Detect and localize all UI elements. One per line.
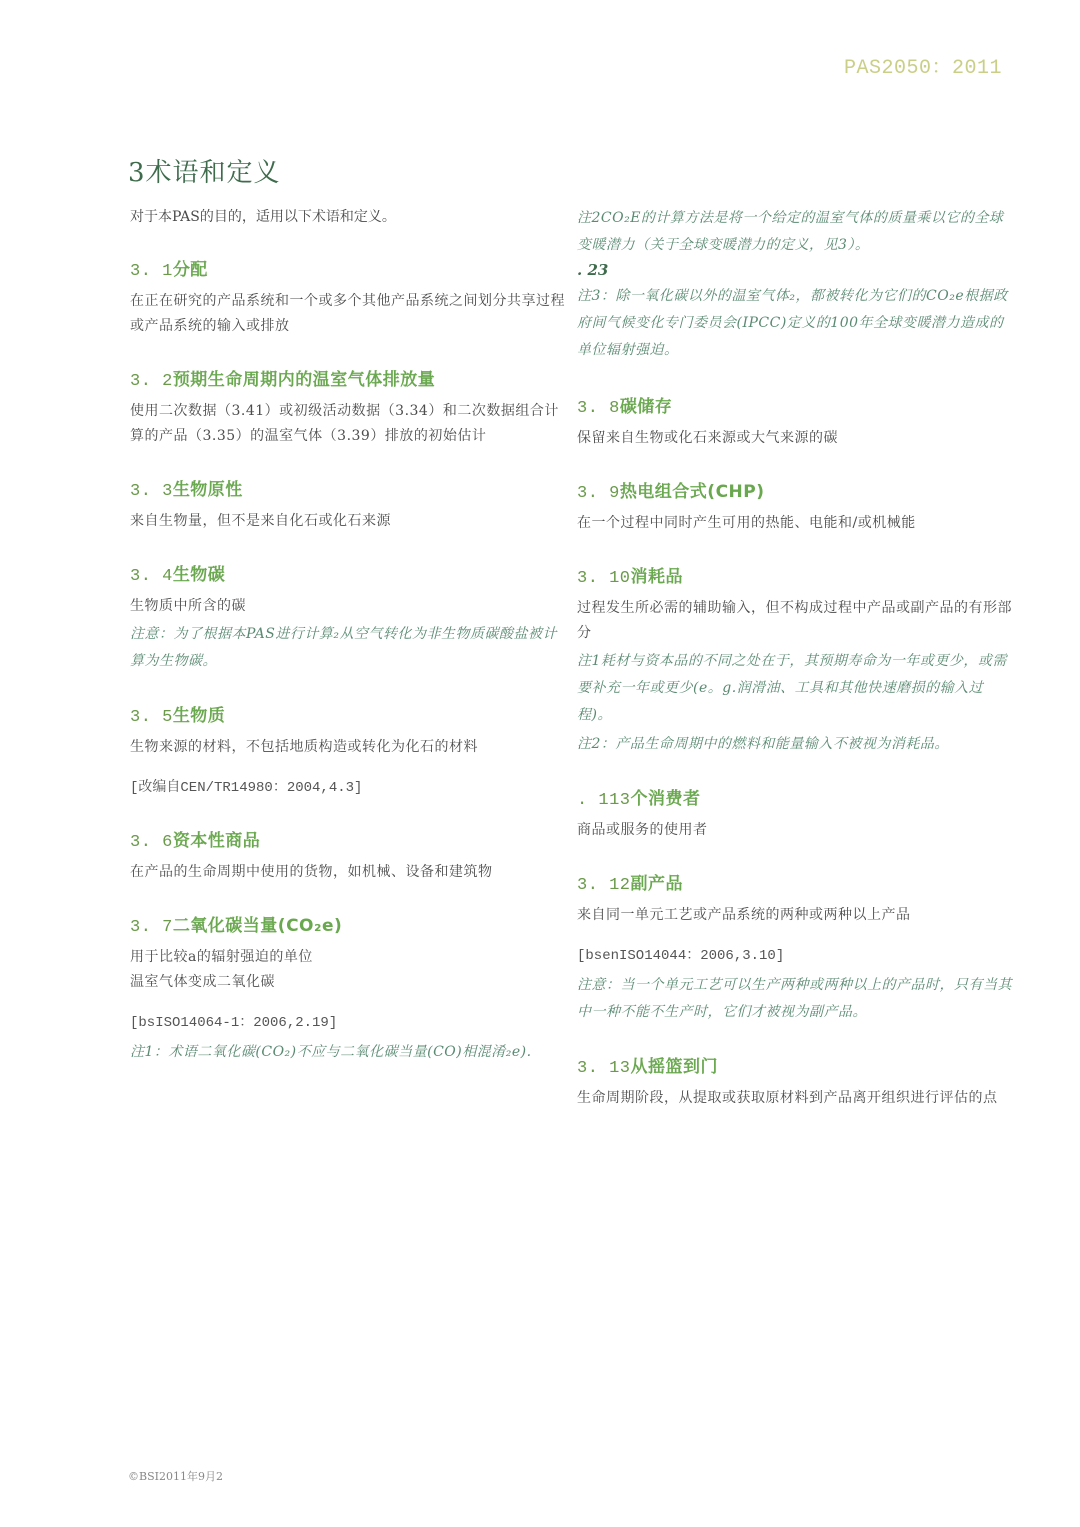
co2e-note-2: 注2CO₂E的计算方法是将一个给定的温室气体的质量乘以它的全球变暖潜力（关于全球变暖潜力的定义，见3）。 [577,210,1004,253]
term-heading: 3. 10消耗品 [577,567,684,588]
term-heading: 3. 3生物原性 [130,480,243,501]
entry-3-6 [130,828,570,885]
entry-3-2 [130,367,570,449]
right-column [577,205,1017,1139]
term-definition: 使用二次数据（3.41）或初级活动数据（3.34）和二次数据组合计算的产品（3.35）的温室气体（3.39）排放的初始估计 [130,403,559,444]
term-definition: 在产品的生命周期中使用的货物，如机械、设备和建筑物 [130,864,493,880]
entry-3-12 [577,871,1017,1026]
term-definition: 来自生物量，但不是来自化石或化石来源 [130,513,391,529]
term-heading: 3. 7二氧化碳当量(CO₂e) [130,916,343,937]
term-heading: . 113个消费者 [577,789,701,810]
term-definition: 商品或服务的使用者 [577,822,708,838]
term-reference: [改编自CEN/TR14980：2004,4.3] [130,780,363,796]
term-definition: 保留来自生物或化石来源或大气来源的碳 [577,430,838,446]
term-definition: 在一个过程中同时产生可用的热能、电能和/或机械能 [577,515,916,531]
term-definition-line-1: 用于比较a的辐射强迫的单位 [130,949,313,965]
term-definition: 生命周期阶段，从提取或获取原材料到产品离开组织进行评估的点 [577,1090,998,1106]
entry-3-8 [577,394,1017,451]
term-heading: 3. 12副产品 [577,874,684,895]
page-footer-copyright: ©BSI2011年9月2 [128,1470,223,1483]
term-heading: 3. 6资本性商品 [130,831,261,852]
page-title: 3术语和定义 [128,158,281,188]
term-heading: 3. 13从摇篮到门 [577,1057,719,1078]
entry-3-9 [577,479,1017,536]
note-fragment: . 23 [577,261,609,279]
term-note: 注意：当一个单元工艺可以生产两种或两种以上的产品时，只有当其中一种不能不生产时，它们才被视为副产品。 [577,977,1012,1020]
entry-3-4 [130,562,570,675]
term-definition: 生物来源的材料，不包括地质构造或转化为化石的材料 [130,739,478,755]
term-reference: [bsISO14064-1：2006,2.19] [130,1015,338,1031]
entry-3-10 [577,564,1017,758]
intro-text: 对于本PAS的目的，适用以下术语和定义。 [130,209,396,225]
left-column [130,205,570,1094]
term-heading: 3. 2预期生命周期内的温室气体排放量 [130,370,436,391]
entry-3-5 [130,703,570,800]
entry-3-1 [130,257,570,339]
term-definition: 生物质中所含的碳 [130,598,246,614]
term-heading: 3. 8碳储存 [577,397,673,418]
term-definition: 过程发生所必需的辅助输入，但不构成过程中产品或副产品的有形部分 [577,600,1012,641]
term-definition: 在正在研究的产品系统和一个或多个其他产品系统之间划分共享过程或产品系统的输入或排放 [130,293,565,334]
term-note: 注1：术语二氧化碳(CO₂)不应与二氧化碳当量(CO)相混淆₂e). [130,1044,532,1060]
term-heading: 3. 1分配 [130,260,208,281]
term-definition: 来自同一单元工艺或产品系统的两种或两种以上产品 [577,907,911,923]
term-note-2: 注2：产品生命周期中的燃料和能量输入不被视为消耗品。 [577,736,949,752]
co2e-note-3: 注3：除一氧化碳以外的温室气体₂，都被转化为它们的CO₂e根据政府间气候变化专门委员会(IPCC)定义的100年全球变暖潜力造成的单位辐射强迫。 [577,288,1008,358]
term-note: 注意：为了根据本PAS进行计算₂从空气转化为非生物质碳酸盐被计算为生物碳。 [130,626,557,669]
term-heading: 3. 5生物质 [130,706,226,727]
term-reference: [bsenISO14044：2006,3.10] [577,948,785,964]
term-note-1: 注1耗材与资本品的不同之处在于，其预期寿命为一年或更少，或需要补充一年或更少(e。g.润滑油、工具和其他快速磨损的输入过程)。 [577,653,1007,723]
running-head: PAS2050：2011 [843,57,1002,80]
entry-3-13 [577,1054,1017,1111]
term-definition-line-2: 温室气体变成二氧化碳 [130,974,275,990]
term-heading: 3. 9热电组合式(CHP) [577,482,765,503]
entry-3-11 [577,786,1017,843]
term-heading: 3. 4生物碳 [130,565,226,586]
entry-3-3 [130,477,570,534]
entry-3-7 [130,913,570,1066]
